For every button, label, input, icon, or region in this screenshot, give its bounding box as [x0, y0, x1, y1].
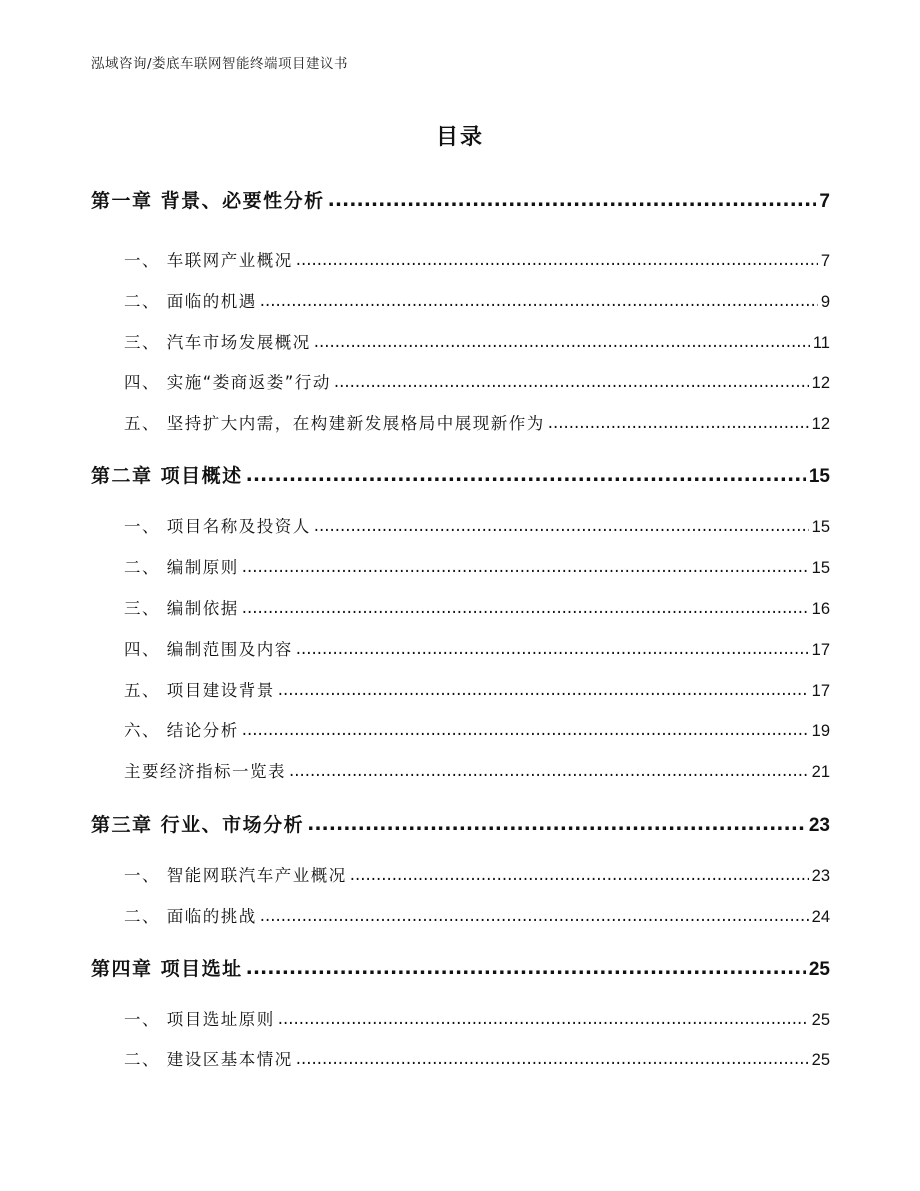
toc-entry-page-number: 9 — [820, 293, 830, 311]
dot-leader — [334, 372, 809, 391]
toc-entry-label: 三、 汽车市场发展概况 — [124, 333, 311, 352]
toc-entry-label: 一、 车联网产业概况 — [124, 251, 293, 270]
dot-leader — [314, 332, 810, 351]
toc-entry-label: 一、 智能网联汽车产业概况 — [124, 866, 347, 885]
dot-leader — [260, 291, 818, 310]
dot-leader — [289, 761, 809, 780]
toc-entry-page-number: 19 — [811, 722, 830, 740]
toc-section-entry[interactable] — [91, 862, 830, 886]
toc-entry-label: 四、 编制范围及内容 — [124, 640, 293, 659]
toc-entry-label: 一、 项目名称及投资人 — [124, 517, 311, 536]
toc-section-entry[interactable] — [91, 595, 830, 619]
toc-section-entry[interactable] — [91, 636, 830, 660]
toc-entry-page-number: 7 — [819, 191, 830, 212]
toc-entry-page-number: 12 — [811, 374, 830, 392]
toc-chapter-entry[interactable] — [91, 461, 830, 488]
toc-section-entry[interactable] — [91, 247, 830, 271]
dot-leader — [328, 189, 817, 211]
toc-entry-page-number: 7 — [820, 252, 830, 270]
dot-leader — [296, 1049, 809, 1068]
toc-section-entry[interactable] — [91, 1006, 830, 1030]
toc-section-entry[interactable] — [91, 903, 830, 927]
toc-section-entry[interactable] — [91, 329, 830, 353]
dot-leader — [242, 557, 809, 576]
toc-entry-label: 主要经济指标一览表 — [124, 762, 286, 781]
toc-entry-label: 一、 项目选址原则 — [124, 1010, 275, 1029]
toc-entry-label: 二、 面临的挑战 — [124, 907, 257, 926]
toc-entry-label: 五、 坚持扩大内需，在构建新发展格局中展现新作为 — [124, 414, 545, 433]
toc-entry-page-number: 17 — [811, 641, 830, 659]
toc-section-entry[interactable] — [91, 717, 830, 741]
dot-leader — [242, 598, 809, 617]
toc-section-entry[interactable] — [91, 758, 830, 782]
toc-entry-page-number: 15 — [808, 466, 830, 487]
dot-leader — [314, 516, 809, 535]
toc-entry-label: 第一章 背景、必要性分析 — [91, 190, 325, 212]
dot-leader — [296, 250, 818, 269]
toc-entry-page-number: 11 — [812, 334, 830, 352]
toc-chapter-entry[interactable] — [91, 954, 830, 981]
toc-entry-page-number: 21 — [811, 763, 830, 781]
toc-entry-label: 四、 实施“娄商返娄”行动 — [124, 373, 331, 392]
dot-leader — [307, 813, 806, 835]
toc-entry-page-number: 24 — [811, 908, 830, 926]
toc-entry-page-number: 17 — [811, 682, 830, 700]
toc-entry-page-number: 23 — [808, 815, 830, 836]
toc-section-entry[interactable] — [91, 410, 830, 434]
toc-entry-page-number: 15 — [811, 559, 830, 577]
dot-leader — [350, 865, 809, 884]
toc-entry-page-number: 23 — [811, 867, 830, 885]
toc-entry-label: 六、 结论分析 — [124, 721, 239, 740]
toc-entry-label: 第二章 项目概述 — [91, 465, 243, 487]
dot-leader — [278, 1009, 809, 1028]
toc-chapter-entry[interactable] — [91, 810, 830, 837]
toc-entry-page-number: 25 — [811, 1051, 830, 1069]
toc-title: 目录 — [435, 125, 484, 150]
toc-entry-label: 二、 面临的机遇 — [124, 292, 257, 311]
dot-leader — [278, 680, 809, 699]
dot-leader — [246, 464, 806, 486]
toc-entry-label: 五、 项目建设背景 — [124, 681, 275, 700]
toc-entry-page-number: 15 — [811, 518, 830, 536]
toc-entry-label: 二、 编制原则 — [124, 558, 239, 577]
toc-entry-page-number: 25 — [808, 959, 830, 980]
toc-section-entry[interactable] — [91, 677, 830, 701]
toc-entry-label: 第四章 项目选址 — [91, 958, 243, 980]
toc-entry-label: 二、 建设区基本情况 — [124, 1050, 293, 1069]
running-header: 泓域咨询/娄底车联网智能终端项目建议书 — [91, 56, 349, 72]
toc-entry-label: 第三章 行业、市场分析 — [91, 814, 305, 836]
toc-entry-page-number: 25 — [811, 1011, 830, 1029]
toc-entry-page-number: 16 — [811, 600, 830, 618]
dot-leader — [296, 639, 809, 658]
toc-entry-label: 三、 编制依据 — [124, 599, 239, 618]
toc-chapter-entry[interactable] — [91, 186, 830, 213]
dot-leader — [260, 906, 809, 925]
dot-leader — [246, 957, 806, 979]
dot-leader — [242, 720, 809, 739]
toc-section-entry[interactable] — [91, 369, 830, 393]
toc-section-entry[interactable] — [91, 1046, 830, 1070]
toc-section-entry[interactable] — [91, 288, 830, 312]
toc-section-entry[interactable] — [91, 554, 830, 578]
toc-entry-page-number: 12 — [811, 415, 830, 433]
dot-leader — [548, 413, 809, 432]
toc-section-entry[interactable] — [91, 513, 830, 537]
